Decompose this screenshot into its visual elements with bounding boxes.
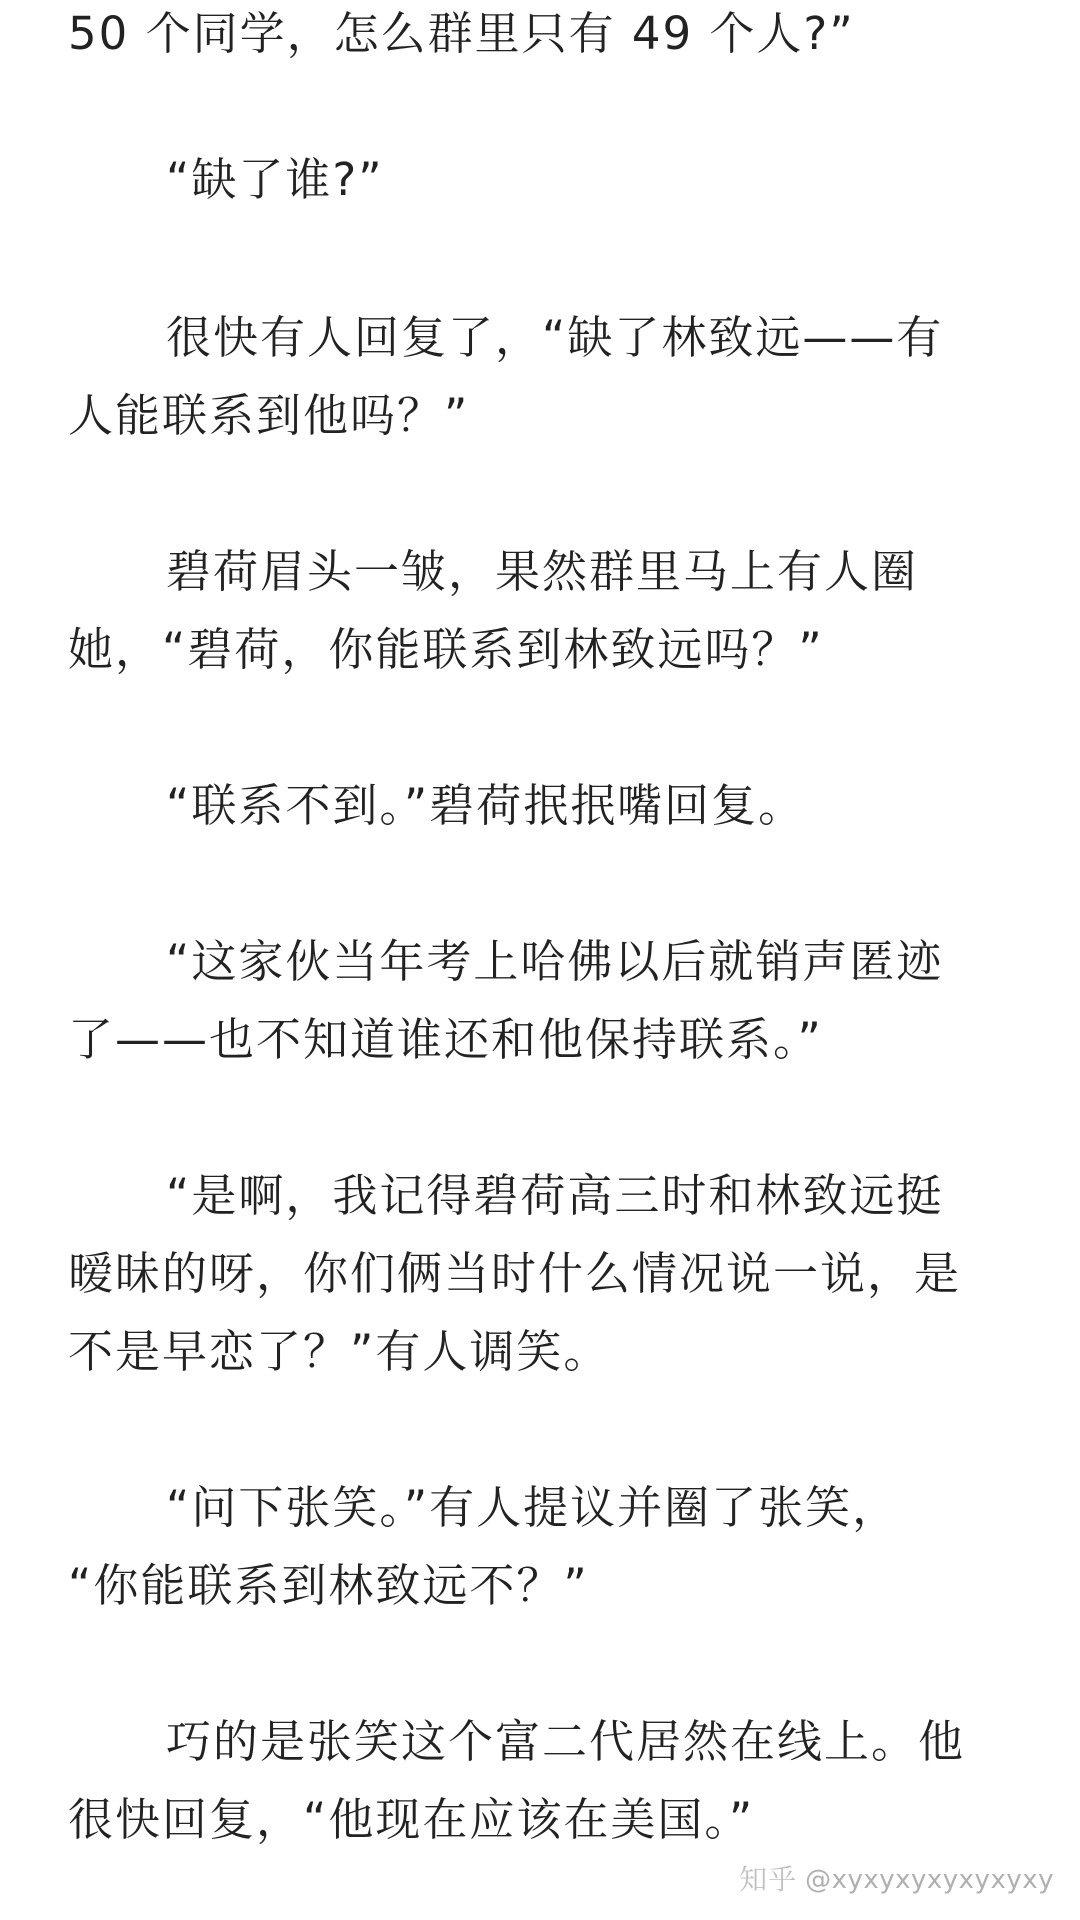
text-line: “是啊，我记得碧荷高三时和林致远挺 (166, 1169, 944, 1222)
text-line: “缺了谁?” (166, 153, 384, 206)
text-line: 碧荷眉头一皱，果然群里马上有人圈 (166, 545, 919, 598)
text-line: 很快回复，“他现在应该在美国。” (68, 1793, 755, 1846)
text-line: 暧昧的呀，你们俩当时什么情况说一说，是 (68, 1247, 962, 1300)
text-line: 不是早恋了？”有人调笑。 (68, 1325, 611, 1378)
text-line: “你能联系到林致远不？” (68, 1559, 589, 1612)
text-line: “联系不到。”碧荷抿抿嘴回复。 (166, 779, 806, 832)
text-line: 她，“碧荷，你能联系到林致远吗？” (68, 623, 824, 676)
text-line: 很快有人回复了，“缺了林致远——有 (166, 311, 944, 364)
zhihu-watermark (739, 1860, 1054, 1900)
text-line: 人能联系到他吗？” (68, 389, 470, 442)
text-line: “问下张笑。”有人提议并圈了张笑， (166, 1481, 900, 1534)
watermark-handle: @xyxyxyxyxyxyxy (805, 1865, 1054, 1895)
text-line: “这家伙当年考上哈佛以后就销声匿迹 (166, 935, 944, 988)
zhihu-logo: 知乎 (739, 1863, 798, 1896)
text-line: 巧的是张笑这个富二代居然在线上。他 (166, 1715, 966, 1768)
text-line: 50 个同学，怎么群里只有 49 个人?” (68, 7, 855, 60)
text-line: 了——也不知道谁还和他保持联系。” (68, 1013, 823, 1066)
